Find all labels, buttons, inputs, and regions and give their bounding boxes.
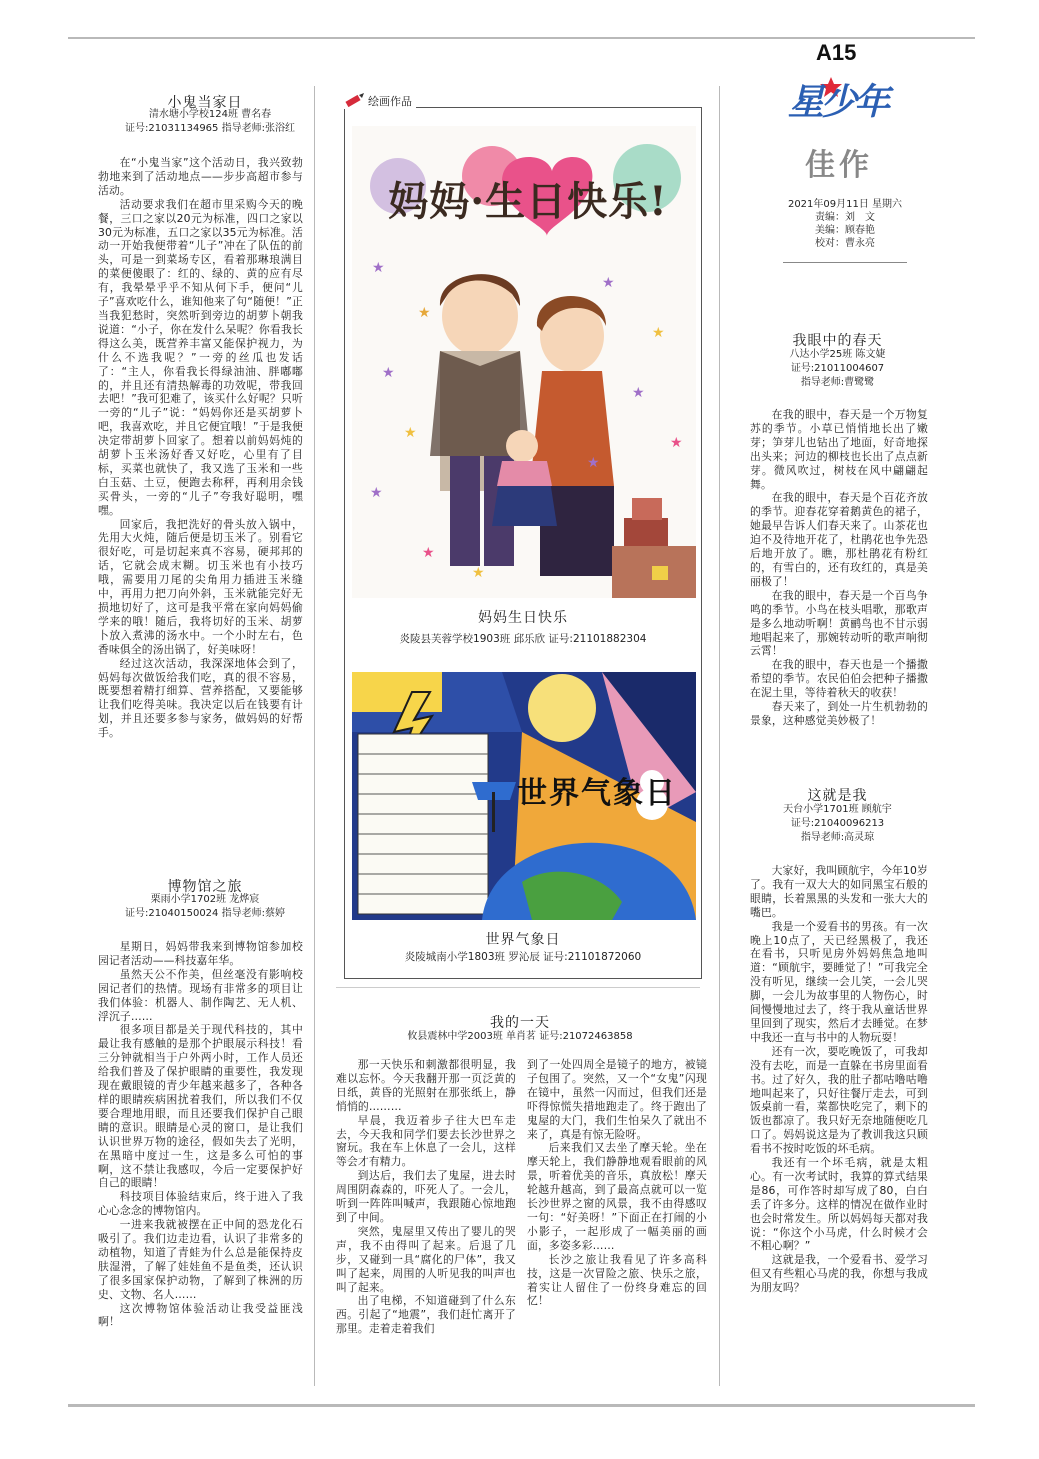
painting-mother-birthday: ★ ★ ★ ★ ★ ★ ★ ★ ★ ★ ★ ★ 妈妈·生日快乐! [352, 126, 696, 598]
article-school: 攸县震林中学2003班 单肖茗 证号:21072463858 [407, 1031, 633, 1042]
paragraph: 星期日，妈妈带我来到博物馆参加校园记者活动——科技嘉年华。 [98, 940, 303, 967]
article-teacher: 指导老师:曹鹭鹭 [800, 377, 875, 388]
paragraph: 活动要求我们在超市里采购今天的晚餐，三口之家以20元为标准，四口之家以30元为标准，五口之家以35元为标准。活动一开始我便带着“儿子”冲在了队伍的前头，可是一到菜场专区，看着那琳琅满目的菜便傻眼了：红的、绿的、黄的应有尽有，我晕晕乎乎不知从何下手，便问“儿子”喜欢吃什么，谁知他来了句“随便！”正当我犯愁时，突然听到旁边的胡萝卜朝我说道：“小子，你在发什么呆呢？你看我长得这么美，既营养丰富又能保护视力，为什么不选我呢？”一旁的丝瓜也发话了：“主人，你看我长得绿油油、胖嘟嘟的，并且还有清热解毒的功效呢，带我回去吧！”我可犯难了，该买什么好呢？只听一旁的“儿子”说：“妈妈你还是买胡萝卜吧，我喜欢吃，并且它便宜哦！”于是我便决定带胡萝卜回家了。想着以前妈妈炖的胡萝卜玉米汤好香又好吃，心里有了目标，买菜也就快了，我又选了玉米和一些白玉菇、土豆，便跑去称秤，再利用余钱买骨头，一旁的“儿子”夸我好聪明，嘿嘿。 [98, 197, 303, 517]
paragraph: 出了电梯，不知道碰到了什么东西。引起了“地震”，我们赶忙离开了那里。走着走着我们 [336, 1294, 516, 1336]
article-body [750, 864, 928, 1295]
paragraph: 到达后，我们去了鬼屋，进去时周围阴森森的，吓死人了。一会儿，听到一阵阵叫喊声，我跟随心惊地跑到了中间。 [336, 1169, 516, 1224]
paragraph: 在我的眼中，春天是个百花齐放的季节。迎春花穿着鹅黄色的裙子，她最早告诉人们春天来了。山茶花也迫不及待地开花了，杜鹃花也争先恐后地开放了。瞧，那杜鹃花有粉红的，有雪白的，还有玫红的，真是美丽极了！ [750, 491, 928, 588]
painting-credit: 炎陵县芙蓉学校1903班 邱乐欣 证号:21101882304 [399, 633, 647, 645]
paragraph: 到了一处四周全是镜子的地方，被镜子包围了。突然，又一个“女鬼”闪现在镜中，虽然一闪而过，但我们还是吓得惊慌失措地跑走了。终于跑出了鬼屋的大门，我们生怕呆久了就出不来了，真是有惊无险呀。 [527, 1058, 707, 1141]
paragraph: 我是一个爱看书的男孩。有一次晚上10点了，天已经黑极了，我还在看书，只听见房外妈妈焦急地叫道：“顾航宇，要睡觉了！”可我完全没有听见，继续一会儿笑，一会儿哭脚，一会儿为故事里的人物伤心，时间慢慢地过去了，终于我从童话世界里回到了现实，然后才去睡觉。在梦中我还一直与书中的人物玩耍！ [750, 919, 928, 1044]
rule-a3 [336, 987, 700, 988]
editor: 责编：刘 文 [815, 212, 875, 223]
article-school: 清水塘小学校124班 曹名春 [148, 109, 272, 120]
article-body-col1 [336, 1058, 516, 1336]
pencil-icon [344, 93, 366, 109]
article-school: 栗雨小学1702班 龙烨宸 [150, 894, 260, 905]
paragraph: 这就是我，一个爱看书、爱学习但又有些粗心马虎的我，你想与我成为朋友吗？ [750, 1253, 928, 1295]
paragraph: 在我的眼中，春天是一个万物复苏的季节。小草已悄悄地长出了嫩芽；笋芽儿也钻出了地面，好奇地探出头来；河边的柳枝也长出了点点新芽。微风吹过，树枝在风中翩翩起舞。 [750, 408, 928, 491]
paragraph: 回家后，我把洗好的骨头放入锅中，先用大火炖，随后便是切玉米了。别看它很好吃，可是切起来真不容易，硬邦邦的话，它就会成末糊。切玉米也有小技巧哦，需要用刀尾的尖角用力插进玉米缝中，再用力把刀向外斜，玉米就能完好无损地切好了，这可是我平常在家向妈妈偷学来的哦！随后，我将切好的玉米、胡萝卜放入煮沸的汤水中。一个小时左右，色香味俱全的汤出锅了，好美味呀！ [98, 517, 303, 656]
article-title: 博物馆之旅 [167, 879, 243, 895]
paragraph: 还有一次，要吃晚饭了，可我却没有去吃，而是一直躲在书房里面看书。过了好久，我的肚子都咕噜咕噜地叫起来了，只好往餐厅走去，可到饭桌前一看，菜都快吃完了，剩下的饭也都凉了。我只好无奈地随便吃几口了。妈妈说这是为了教训我这只顾看书不按时吃饭的坏毛病。 [750, 1044, 928, 1156]
article-title: 这就是我 [807, 788, 868, 804]
paragraph: 那一天快乐和刺激都很明显，我难以忘怀。今天我翻开那一页泛黄的日纸，黄昏的光照射在那张纸上，静悄悄的……… [336, 1058, 516, 1113]
article-school: 天台小学1701班 顾航宇 [783, 804, 892, 815]
painting-world-meteorological-day [352, 672, 696, 920]
top-rule [68, 37, 975, 39]
paragraph: 长沙之旅让我看见了许多高科技，这是一次冒险之旅、快乐之旅，着实让人留住了一份终身难忘的回忆！ [527, 1252, 707, 1308]
paragraph: 我还有一个坏毛病，就是太粗心。有一次考试时，我算的算式结果是86，可作答时却写成了80，白白丢了许多分。这样的情况在做作业时也会时常发生。所以妈妈每天都对我说：“你这个小马虎，什么时候才会不粗心啊？” [750, 1156, 928, 1253]
painting-credit: 炎陵城南小学1803班 罗沁辰 证号:21101872060 [404, 951, 642, 963]
page-number: A15 [816, 40, 857, 65]
paragraph: 后来我们又去坐了摩天轮。坐在摩天轮上，我们静静地观看眼前的风景，听着优美的音乐，真放松！摩天轮越升越高，到了最高点就可以一览长沙世界之窗的风景，我不由得感叹一句：“好美呀！”下面正在打闹的小小影子，一起形成了一幅美丽的画面，多姿多彩…… [527, 1141, 707, 1252]
paragraph: 突然，鬼屋里又传出了婴儿的哭声，我不由得叫了起来。后退了几步，又碰到一具“腐化的尸体”，我又叫了起来，周围的人听见我的叫声也叫了起来。 [336, 1224, 516, 1294]
brand-name: 星少年 [788, 82, 888, 123]
article-body [750, 408, 928, 728]
article-cert: 证号:21031134965 指导老师:张浴红 [125, 123, 295, 134]
paintings-label: 绘画作品 [344, 93, 416, 109]
paragraph: 在我的眼中，春天也是一个播撒希望的季节。农民伯伯会把种子播撒在泥土里，等待着秋天的收获！ [750, 658, 928, 700]
paragraph: 这次博物馆体验活动让我受益匪浅啊！ [98, 1301, 303, 1329]
paragraph: 虽然天公不作美，但丝毫没有影响校园记者们的热情。现场有非常多的项目让我们体验：机器人、制作陶艺、无人机、浮沉子…… [98, 967, 303, 1023]
designer: 美编：顾春艳 [815, 225, 875, 236]
paragraph: 早晨，我迈着步子往大巴车走去，今天我和同学们要去长沙世界之窗玩。我在车上休息了一会儿，这样等会才有精力。 [336, 1113, 516, 1169]
paragraph: 春天来了，到处一片生机勃勃的景象，这种感觉美妙极了！ [750, 700, 928, 727]
painting-caption: 世界气象日 [485, 932, 561, 948]
article-cert: 证号:21040150024 指导老师:蔡婷 [125, 908, 285, 919]
paragraph: 科技项目体验结束后，终于进入了我心心念念的博物馆内。 [98, 1190, 303, 1218]
painting-banner-text: 妈妈·生日快乐! [388, 178, 668, 225]
brand-logo [788, 76, 908, 136]
article-title: 小鬼当家日 [167, 95, 243, 111]
section-name: 佳作 [805, 148, 873, 183]
paragraph: 很多项目都是关于现代科技的，其中最让我有感触的是那个护眼展示科技！看三分钟就相当于户外两小时，工作人员还给我们普及了保护眼睛的重要性，我发现现在戴眼镜的青少年越来越多了，各种各样的眼睛疾病困扰着我们，所以我们不仅要合理地用眼，而且还要我们保护自己眼睛的意识。眼睛是心灵的窗口，是让我们认识世界万物的途径，假如失去了光明，在黑暗中度过一生，这是多么可怕的事啊，这不禁让我感叹，今后一定要保护好自己的眼睛！ [98, 1023, 303, 1190]
article-title: 我眼中的春天 [792, 333, 883, 349]
article-body-col2 [527, 1058, 707, 1308]
masthead-rule [783, 262, 907, 263]
painting-caption: 妈妈生日快乐 [478, 610, 568, 626]
paragraph: 在“小鬼当家”这个活动日，我兴致勃勃地来到了活动地点——步步高超市参与活动。 [98, 156, 303, 197]
article-cert: 证号:21011004607 [790, 363, 885, 374]
proofreader: 校对：曹永亮 [815, 238, 875, 249]
paragraph: 一进来我就被摆在正中间的恐龙化石吸引了。我们边走边看，认识了非常多的动植物，知道了青蛙为什么总是能保持皮肤湿滑，了解了娃娃鱼不是鱼类，还认识了很多国家保护动物，了解到了株洲的历史、文物、名人…… [98, 1218, 303, 1301]
painting-banner-text: 世界气象日 [517, 776, 677, 811]
article-title: 我的一天 [490, 1015, 550, 1031]
issue-date: 2021年09月11日 星期六 [787, 199, 903, 210]
article-body [98, 940, 303, 1329]
article-cert: 证号:21040096213 [790, 818, 885, 829]
column-rule-2 [719, 86, 720, 1386]
paragraph: 大家好，我叫顾航宇，今年10岁了。我有一双大大的如同黑宝石般的眼睛，长着黑黑的头发和一张大大的嘴巴。 [750, 864, 928, 919]
article-body [98, 156, 303, 740]
bottom-rule [68, 1404, 975, 1407]
column-rule-1 [314, 86, 315, 1386]
paragraph: 在我的眼中，春天是一个百鸟争鸣的季节。小鸟在枝头唱歌，那歌声是多么地动听啊！黄鹂鸟也不甘示弱地唱起来了，那婉转动听的歌声响彻云霄！ [750, 588, 928, 658]
article-school: 八达小学25班 陈文婕 [789, 349, 886, 360]
article-teacher: 指导老师:高灵琼 [800, 832, 875, 843]
paragraph: 经过这次活动，我深深地体会到了，妈妈每次做饭给我们吃，真的很不容易，既要想着精打细算、营养搭配，又要能够让我们吃得美味。我决定以后在钱要有计划，并且还要多参与家务，做妈妈的好帮手。 [98, 656, 303, 740]
